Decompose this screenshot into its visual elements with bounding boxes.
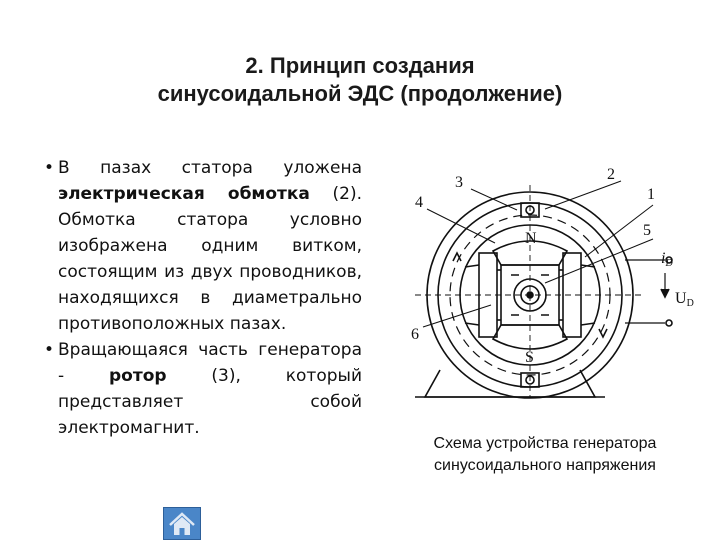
label-1: 1 xyxy=(647,186,655,203)
bullet-2-text-b: (3), который представляет собой электромагнит. xyxy=(58,366,362,438)
bullet-rotor xyxy=(44,337,362,441)
label-4: 4 xyxy=(415,194,423,211)
generator-base xyxy=(425,370,595,397)
title-line-1: 2. Принцип создания xyxy=(245,53,475,78)
bullet-stator-winding xyxy=(44,155,362,337)
slide-title xyxy=(0,52,720,108)
diagram-caption xyxy=(395,433,695,477)
bullet-marker: • xyxy=(44,158,55,178)
generator-diagram xyxy=(395,165,715,425)
label-5: 5 xyxy=(643,222,651,239)
caption-line-2: синусоидального напряжения xyxy=(434,457,656,474)
voltage-label: UD xyxy=(675,290,694,309)
label-6: 6 xyxy=(411,326,419,343)
label-3: 3 xyxy=(455,174,463,191)
current-label: iD xyxy=(661,250,673,269)
bullet-1-text-b: (2). Обмотка статора условно изображена одним витком, состоящим из двух проводников, находящихся в диаметрально противоположных пазах. xyxy=(58,184,362,334)
bullet-1-text-bold: электрическая обмотка xyxy=(58,184,310,204)
pole-north: N xyxy=(525,230,537,247)
pole-south: S xyxy=(525,349,534,366)
label-2: 2 xyxy=(607,166,615,183)
home-button[interactable] xyxy=(163,507,201,540)
bullet-1-text-a: В пазах статора уложена xyxy=(58,158,362,178)
bullet-marker: • xyxy=(44,340,55,360)
title-line-2: синусоидальной ЭДС (продолжение) xyxy=(157,81,563,106)
caption-line-1: Схема устройства генератора xyxy=(433,435,657,452)
bullet-2-text-bold: ротор xyxy=(109,366,167,386)
home-icon xyxy=(164,508,200,539)
bullet-2-text-a: Вращающаяся часть генератора - xyxy=(58,340,362,386)
text-block xyxy=(44,155,362,441)
